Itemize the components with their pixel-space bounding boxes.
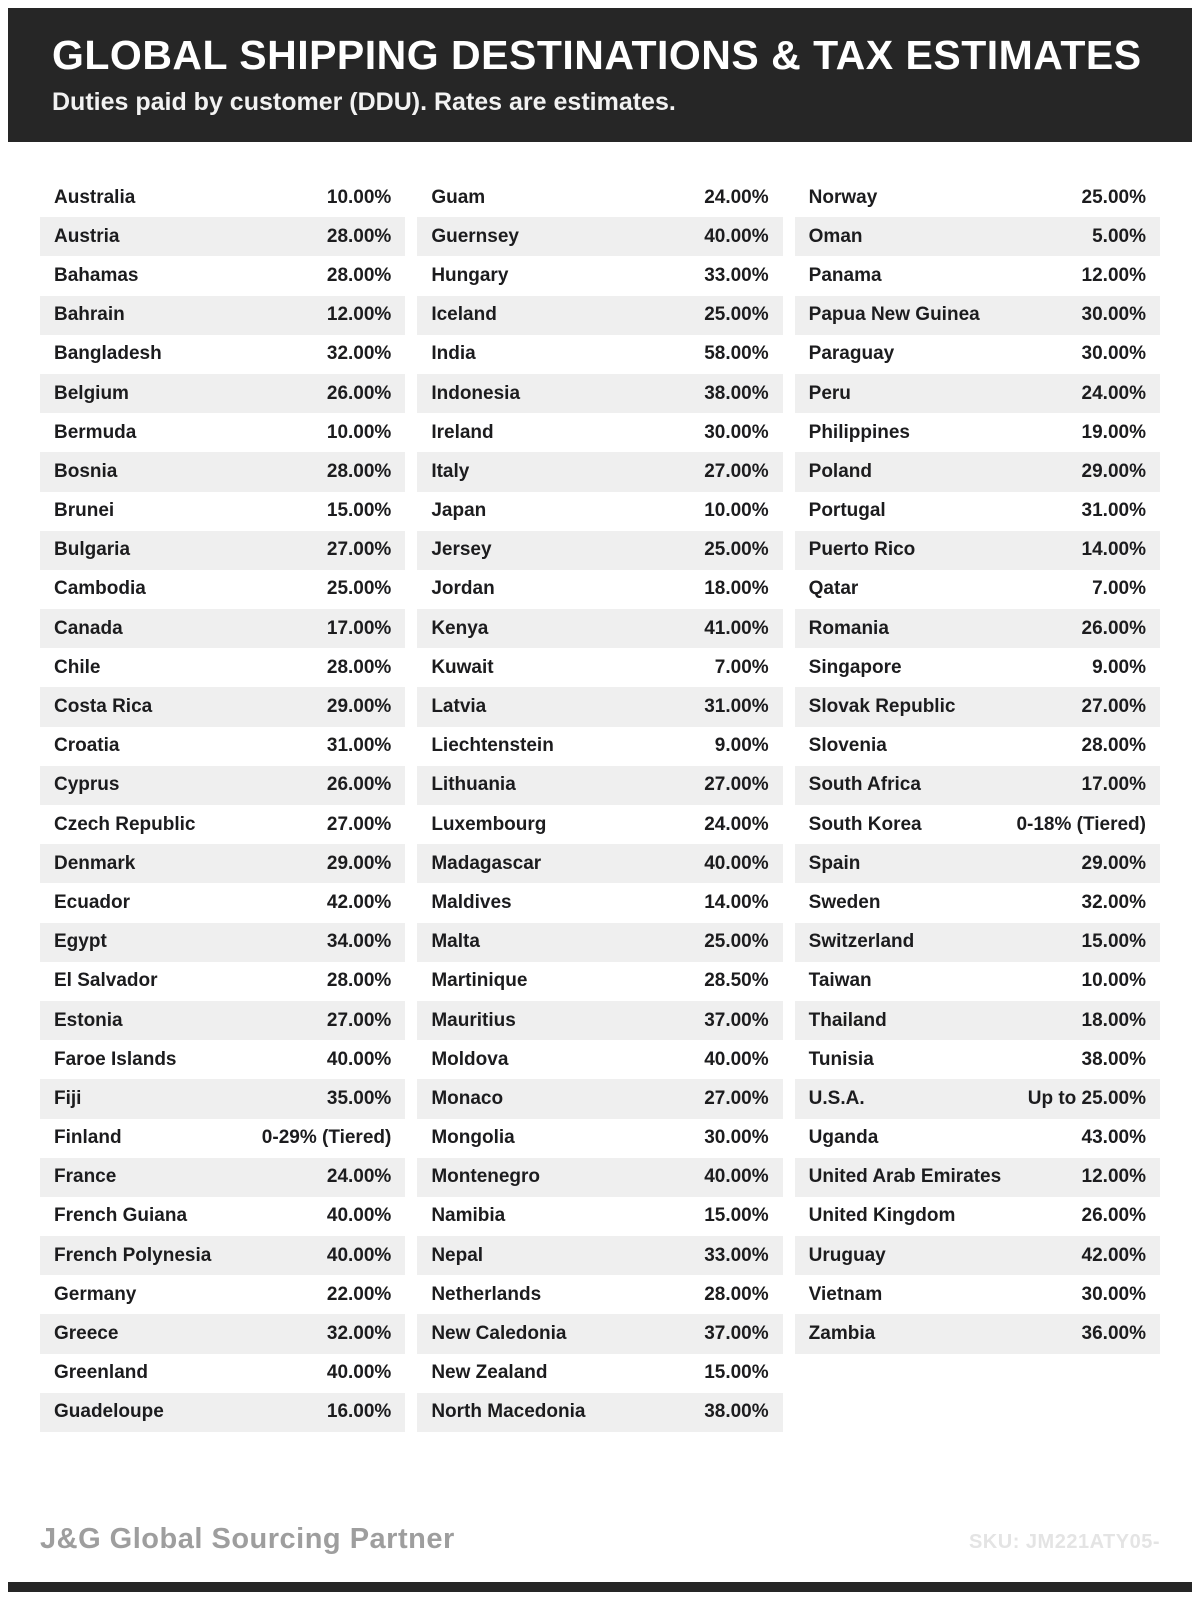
table-row xyxy=(40,1354,405,1393)
rate-value: 19.00% xyxy=(1081,421,1146,443)
rate-value: 17.00% xyxy=(326,617,392,639)
table-row xyxy=(40,923,405,962)
country-label: Australia xyxy=(54,186,136,208)
table-row xyxy=(417,1393,782,1432)
table-row xyxy=(417,687,782,726)
table-row xyxy=(795,570,1160,609)
table-row xyxy=(417,413,782,452)
country-label: Uganda xyxy=(808,1127,879,1149)
table-row xyxy=(795,648,1160,687)
rate-value: 28.00% xyxy=(326,656,392,678)
rate-value: 27.00% xyxy=(326,813,392,835)
table-row xyxy=(40,178,405,217)
table-row xyxy=(40,1314,405,1353)
rate-value: 30.00% xyxy=(1081,304,1146,326)
rate-value: 34.00% xyxy=(326,931,392,953)
rate-value: 31.00% xyxy=(704,696,769,718)
country-label: Jordan xyxy=(431,578,495,600)
country-label: Zambia xyxy=(808,1323,876,1345)
table-row xyxy=(795,1236,1160,1275)
table-row xyxy=(40,805,405,844)
rate-value: 30.00% xyxy=(1081,343,1146,365)
country-label: France xyxy=(54,1166,117,1188)
country-label: French Polynesia xyxy=(54,1244,212,1266)
rate-value: 27.00% xyxy=(704,1087,769,1109)
country-label: Kenya xyxy=(431,617,489,639)
rate-value: 29.00% xyxy=(326,696,392,718)
table-row xyxy=(40,1158,405,1197)
table-row xyxy=(40,217,405,256)
table-row xyxy=(417,452,782,491)
rate-value: 28.00% xyxy=(1081,735,1146,757)
table-row xyxy=(795,452,1160,491)
table-row xyxy=(417,883,782,922)
country-label: Iceland xyxy=(431,304,497,326)
rate-value: 31.00% xyxy=(1081,500,1146,522)
table-row xyxy=(40,256,405,295)
table-row xyxy=(417,178,782,217)
rate-value: 10.00% xyxy=(704,500,769,522)
table-row xyxy=(417,256,782,295)
rate-value: 29.00% xyxy=(1081,852,1146,874)
country-label: Ireland xyxy=(431,421,494,443)
table-row xyxy=(417,727,782,766)
table-row xyxy=(417,335,782,374)
table-row xyxy=(40,766,405,805)
rate-value: 32.00% xyxy=(1081,891,1146,913)
rate-value: 25.00% xyxy=(704,539,769,561)
rate-value: 33.00% xyxy=(704,264,769,286)
rate-value: 32.00% xyxy=(326,343,392,365)
table-row xyxy=(40,1079,405,1118)
table-row xyxy=(795,256,1160,295)
table-row xyxy=(417,648,782,687)
rate-value: 36.00% xyxy=(1081,1323,1146,1345)
country-label: Slovenia xyxy=(808,735,887,757)
country-label: French Guiana xyxy=(54,1205,188,1227)
country-label: Thailand xyxy=(808,1009,887,1031)
table-row xyxy=(417,1158,782,1197)
country-label: Taiwan xyxy=(808,970,872,992)
country-label: Fiji xyxy=(54,1087,82,1109)
table-row xyxy=(795,766,1160,805)
country-label: Faroe Islands xyxy=(54,1048,177,1070)
rate-value: 29.00% xyxy=(326,852,392,874)
country-label: North Macedonia xyxy=(431,1401,586,1423)
rate-value: 40.00% xyxy=(326,1362,392,1384)
country-label: Vietnam xyxy=(808,1283,883,1305)
country-label: United Arab Emirates xyxy=(808,1166,1002,1188)
rate-value: 18.00% xyxy=(1081,1009,1146,1031)
rate-value: 58.00% xyxy=(704,343,769,365)
rate-value: 28.00% xyxy=(326,460,392,482)
table-row xyxy=(795,883,1160,922)
rate-value: 40.00% xyxy=(704,852,769,874)
table-row xyxy=(40,531,405,570)
rate-value: 41.00% xyxy=(704,617,769,639)
table-row xyxy=(417,1275,782,1314)
rate-value: 25.00% xyxy=(326,578,392,600)
rate-value: 12.00% xyxy=(1081,264,1146,286)
country-label: Austria xyxy=(54,225,120,247)
table-row xyxy=(40,648,405,687)
country-label: Cambodia xyxy=(54,578,146,600)
rate-value: 7.00% xyxy=(1092,578,1146,600)
rate-value: 37.00% xyxy=(704,1009,769,1031)
country-label: Canada xyxy=(54,617,123,639)
country-label: Luxembourg xyxy=(431,813,547,835)
rate-value: 9.00% xyxy=(714,735,769,757)
table-row xyxy=(795,805,1160,844)
table-row xyxy=(417,609,782,648)
rate-value: 18.00% xyxy=(704,578,769,600)
table-row xyxy=(417,296,782,335)
country-label: Italy xyxy=(431,460,470,482)
rate-value: 14.00% xyxy=(1081,539,1146,561)
table-row xyxy=(40,413,405,452)
table-row xyxy=(40,1197,405,1236)
brand-name: J&G Global Sourcing Partner xyxy=(40,1523,455,1555)
table-row xyxy=(417,923,782,962)
table-row xyxy=(40,1275,405,1314)
rate-value: 26.00% xyxy=(1081,1205,1146,1227)
rate-value: 30.00% xyxy=(704,421,769,443)
rates-grid xyxy=(40,178,1160,1432)
country-label: Germany xyxy=(54,1283,137,1305)
country-label: Tunisia xyxy=(808,1048,874,1070)
rate-value: 40.00% xyxy=(704,1048,769,1070)
rate-column-1 xyxy=(40,178,405,1432)
rate-value: 24.00% xyxy=(704,186,769,208)
table-row xyxy=(40,883,405,922)
rate-value: 37.00% xyxy=(704,1323,769,1345)
country-label: Papua New Guinea xyxy=(808,304,980,326)
rate-value: 30.00% xyxy=(704,1127,769,1149)
rate-value: 7.00% xyxy=(714,656,769,678)
rate-value: 27.00% xyxy=(1081,696,1146,718)
table-row xyxy=(40,1236,405,1275)
rate-value: 16.00% xyxy=(326,1401,392,1423)
table-row xyxy=(40,1119,405,1158)
table-row xyxy=(40,727,405,766)
country-label: Egypt xyxy=(54,931,107,953)
country-label: Bahrain xyxy=(54,304,125,326)
rate-value: 12.00% xyxy=(326,304,392,326)
country-label: Oman xyxy=(808,225,863,247)
table-row xyxy=(795,1275,1160,1314)
table-row xyxy=(795,727,1160,766)
country-label: Paraguay xyxy=(808,343,895,365)
table-row xyxy=(40,296,405,335)
rate-value: 28.00% xyxy=(326,225,392,247)
country-label: Latvia xyxy=(431,696,487,718)
country-label: Costa Rica xyxy=(54,696,153,718)
rate-value: 29.00% xyxy=(1081,460,1146,482)
rate-value: 15.00% xyxy=(704,1205,769,1227)
country-label: Maldives xyxy=(431,891,512,913)
table-row xyxy=(40,492,405,531)
table-row xyxy=(40,374,405,413)
table-row xyxy=(40,1040,405,1079)
country-label: Namibia xyxy=(431,1205,506,1227)
rate-value: 28.00% xyxy=(326,264,392,286)
rate-value: 28.00% xyxy=(704,1283,769,1305)
country-label: Croatia xyxy=(54,735,120,757)
country-label: Bahamas xyxy=(54,264,139,286)
table-row xyxy=(40,570,405,609)
rate-value: 25.00% xyxy=(704,931,769,953)
rate-value: 33.00% xyxy=(704,1244,769,1266)
table-row xyxy=(795,609,1160,648)
table-row xyxy=(40,687,405,726)
country-label: Portugal xyxy=(808,500,886,522)
table-row xyxy=(795,687,1160,726)
country-label: Slovak Republic xyxy=(808,696,956,718)
country-label: Singapore xyxy=(808,656,902,678)
country-label: Greece xyxy=(54,1323,119,1345)
rate-value: 24.00% xyxy=(326,1166,392,1188)
table-row xyxy=(417,1314,782,1353)
table-row xyxy=(417,962,782,1001)
country-label: Ecuador xyxy=(54,891,131,913)
page-subtitle: Duties paid by customer (DDU). Rates are estimates. xyxy=(52,88,676,117)
rate-column-3 xyxy=(795,178,1160,1354)
rate-value: 42.00% xyxy=(1081,1244,1146,1266)
country-label: Cyprus xyxy=(54,774,120,796)
rate-value: 26.00% xyxy=(326,774,392,796)
country-label: Netherlands xyxy=(431,1283,542,1305)
table-row xyxy=(795,178,1160,217)
country-label: Jersey xyxy=(431,539,492,561)
rate-value: 12.00% xyxy=(1081,1166,1146,1188)
country-label: Belgium xyxy=(54,382,129,404)
rate-value: 27.00% xyxy=(326,539,392,561)
country-label: India xyxy=(431,343,476,365)
table-row xyxy=(40,1393,405,1432)
table-row xyxy=(795,923,1160,962)
table-row xyxy=(417,1354,782,1393)
rate-value: 10.00% xyxy=(326,421,392,443)
rate-column-2 xyxy=(417,178,782,1432)
rate-value: 10.00% xyxy=(326,186,392,208)
table-row xyxy=(795,1314,1160,1353)
table-row xyxy=(417,766,782,805)
rate-value: 25.00% xyxy=(1081,186,1146,208)
country-label: New Zealand xyxy=(431,1362,548,1384)
country-label: Puerto Rico xyxy=(808,539,916,561)
table-row xyxy=(417,1119,782,1158)
table-row xyxy=(417,805,782,844)
rate-value: 31.00% xyxy=(326,735,392,757)
rate-value: 38.00% xyxy=(704,382,769,404)
country-label: Malta xyxy=(431,931,480,953)
country-label: Peru xyxy=(808,382,851,404)
country-label: Finland xyxy=(54,1127,122,1149)
country-label: South Africa xyxy=(808,774,921,796)
country-label: United Kingdom xyxy=(808,1205,956,1227)
rate-value: 40.00% xyxy=(326,1205,392,1227)
table-row xyxy=(795,1119,1160,1158)
rate-value: 24.00% xyxy=(1081,382,1146,404)
rate-value: 40.00% xyxy=(704,1166,769,1188)
page-title: GLOBAL SHIPPING DESTINATIONS & TAX ESTIMATES xyxy=(52,32,1142,78)
rate-value: 27.00% xyxy=(704,774,769,796)
country-label: Poland xyxy=(808,460,872,482)
country-label: Indonesia xyxy=(431,382,521,404)
rate-value: 15.00% xyxy=(1081,931,1146,953)
table-row xyxy=(795,492,1160,531)
country-label: Moldova xyxy=(431,1048,509,1070)
country-label: Guernsey xyxy=(431,225,519,247)
rate-value: 27.00% xyxy=(326,1009,392,1031)
table-row xyxy=(417,1040,782,1079)
country-label: Hungary xyxy=(431,264,509,286)
table-row xyxy=(417,1079,782,1118)
table-row xyxy=(40,962,405,1001)
country-label: Madagascar xyxy=(431,852,542,874)
rate-value: 40.00% xyxy=(704,225,769,247)
country-label: Bangladesh xyxy=(54,343,162,365)
rate-value: 40.00% xyxy=(326,1244,392,1266)
country-label: Guam xyxy=(431,186,486,208)
country-label: Bulgaria xyxy=(54,539,131,561)
country-label: Denmark xyxy=(54,852,136,874)
table-row xyxy=(417,217,782,256)
country-label: Qatar xyxy=(808,578,859,600)
country-label: Montenegro xyxy=(431,1166,541,1188)
rate-value: 35.00% xyxy=(326,1087,392,1109)
table-row xyxy=(40,844,405,883)
rate-value: 15.00% xyxy=(326,500,392,522)
table-row xyxy=(795,1001,1160,1040)
country-label: Martinique xyxy=(431,970,528,992)
country-label: Chile xyxy=(54,656,101,678)
rate-value: 40.00% xyxy=(326,1048,392,1070)
rate-value: 38.00% xyxy=(704,1401,769,1423)
table-row xyxy=(795,296,1160,335)
table-row xyxy=(417,570,782,609)
table-row xyxy=(795,374,1160,413)
table-row xyxy=(40,1001,405,1040)
country-label: South Korea xyxy=(808,813,922,835)
rate-value: 0-29% (Tiered) xyxy=(261,1127,392,1149)
bottom-accent-bar xyxy=(8,1582,1192,1592)
sku-label: SKU: JM221ATY05- xyxy=(968,1531,1160,1553)
table-row xyxy=(795,531,1160,570)
table-row xyxy=(417,1001,782,1040)
rate-value: 38.00% xyxy=(1081,1048,1146,1070)
country-label: U.S.A. xyxy=(808,1087,865,1109)
rate-value: Up to 25.00% xyxy=(1027,1087,1146,1109)
table-row xyxy=(795,1040,1160,1079)
rate-value: 14.00% xyxy=(704,891,769,913)
rate-value: 32.00% xyxy=(326,1323,392,1345)
country-label: Bosnia xyxy=(54,460,118,482)
rate-value: 42.00% xyxy=(326,891,392,913)
table-row xyxy=(417,374,782,413)
table-row xyxy=(795,1079,1160,1118)
country-label: Norway xyxy=(808,186,878,208)
country-label: Estonia xyxy=(54,1009,123,1031)
table-row xyxy=(417,1197,782,1236)
rate-value: 22.00% xyxy=(326,1283,392,1305)
table-row xyxy=(417,492,782,531)
country-label: Liechtenstein xyxy=(431,735,554,757)
country-label: Spain xyxy=(808,852,861,874)
rate-value: 25.00% xyxy=(704,304,769,326)
rate-value: 30.00% xyxy=(1081,1283,1146,1305)
table-row xyxy=(795,1158,1160,1197)
country-label: Brunei xyxy=(54,500,115,522)
table-row xyxy=(795,413,1160,452)
country-label: Bermuda xyxy=(54,421,137,443)
table-row xyxy=(795,1197,1160,1236)
country-label: Philippines xyxy=(808,421,911,443)
country-label: El Salvador xyxy=(54,970,158,992)
country-label: Monaco xyxy=(431,1087,504,1109)
country-label: Lithuania xyxy=(431,774,516,796)
country-label: Panama xyxy=(808,264,882,286)
rate-value: 43.00% xyxy=(1081,1127,1146,1149)
table-row xyxy=(795,962,1160,1001)
rate-value: 0-18% (Tiered) xyxy=(1016,813,1146,835)
table-row xyxy=(40,335,405,374)
table-row xyxy=(795,335,1160,374)
table-row xyxy=(417,844,782,883)
table-row xyxy=(40,452,405,491)
header-banner xyxy=(8,8,1192,142)
rate-value: 5.00% xyxy=(1092,225,1146,247)
country-label: Japan xyxy=(431,500,487,522)
rate-value: 24.00% xyxy=(704,813,769,835)
country-label: Romania xyxy=(808,617,889,639)
country-label: Greenland xyxy=(54,1362,148,1384)
table-row xyxy=(417,531,782,570)
rate-value: 27.00% xyxy=(704,460,769,482)
table-row xyxy=(795,217,1160,256)
rate-value: 15.00% xyxy=(704,1362,769,1384)
country-label: Sweden xyxy=(808,891,881,913)
country-label: Switzerland xyxy=(808,931,915,953)
rate-value: 26.00% xyxy=(1081,617,1146,639)
table-row xyxy=(417,1236,782,1275)
rate-value: 28.00% xyxy=(326,970,392,992)
rate-value: 17.00% xyxy=(1081,774,1146,796)
rate-value: 9.00% xyxy=(1092,656,1146,678)
country-label: Uruguay xyxy=(808,1244,886,1266)
country-label: New Caledonia xyxy=(431,1323,567,1345)
rate-value: 26.00% xyxy=(326,382,392,404)
table-row xyxy=(795,844,1160,883)
country-label: Nepal xyxy=(431,1244,484,1266)
rate-value: 28.50% xyxy=(704,970,769,992)
country-label: Mauritius xyxy=(431,1009,516,1031)
rate-value: 10.00% xyxy=(1081,970,1146,992)
country-label: Guadeloupe xyxy=(54,1401,164,1423)
footer xyxy=(40,1523,1160,1556)
country-label: Mongolia xyxy=(431,1127,515,1149)
country-label: Kuwait xyxy=(431,656,494,678)
table-row xyxy=(40,609,405,648)
country-label: Czech Republic xyxy=(54,813,196,835)
